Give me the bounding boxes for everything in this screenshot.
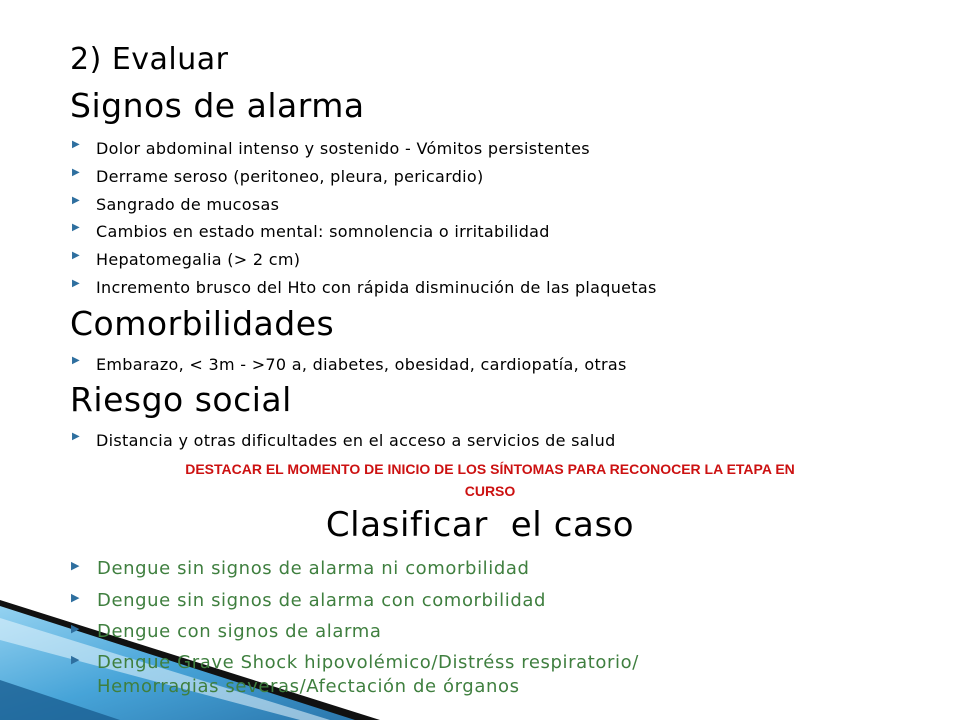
class-item-continuation: Hemorragias severas/Afectación de órganos [97,676,520,697]
triangle-right-icon: ▶ [71,591,81,604]
triangle-right-icon: ▶ [72,355,80,366]
alarm-item: ▶ Hepatomegalia (> 2 cm) [72,250,301,269]
triangle-right-icon: ▶ [72,250,80,261]
alarm-item: ▶ Sangrado de mucosas [72,195,280,214]
triangle-right-icon: ▶ [72,167,80,178]
social-item: ▶ Distancia y otras dificultades en el acceso a servicios de salud [72,431,616,450]
triangle-right-icon: ▶ [71,559,81,572]
triangle-right-icon: ▶ [72,278,80,289]
class-item: ▶ Dengue sin signos de alarma con comorbilidad [71,590,547,611]
classify-title: Clasificar el caso [325,505,635,545]
comorb-item: ▶ Embarazo, < 3m - >70 a, diabetes, obesidad, cardiopatía, otras [72,355,627,374]
highlight-note [90,458,890,502]
note-line: CURSO [464,483,516,499]
alarm-item: ▶ Derrame seroso (peritoneo, pleura, pericardio) [72,167,484,186]
alarm-heading: Signos de alarma [70,86,365,125]
class-item: ▶ Dengue Grave Shock hipovolémico/Distréss respiratorio/ [71,652,639,673]
class-item: ▶ Dengue sin signos de alarma ni comorbilidad [71,558,530,579]
triangle-right-icon: ▶ [71,622,81,635]
triangle-right-icon: ▶ [72,431,80,442]
section-title: 2) Evaluar [70,42,229,77]
alarm-item: ▶ Dolor abdominal intenso y sostenido - Vómitos persistentes [72,139,590,158]
triangle-right-icon: ▶ [72,139,80,150]
comorb-heading: Comorbilidades [70,304,335,343]
note-line: DESTACAR EL MOMENTO DE INICIO DE LOS SÍNTOMAS PARA RECONOCER LA ETAPA EN [185,461,795,477]
triangle-right-icon: ▶ [72,222,80,233]
triangle-right-icon: ▶ [72,195,80,206]
alarm-item: ▶ Cambios en estado mental: somnolencia o irritabilidad [72,222,550,241]
alarm-item: ▶ Incremento brusco del Hto con rápida disminución de las plaquetas [72,278,657,297]
triangle-right-icon: ▶ [71,653,81,666]
class-item: ▶ Dengue con signos de alarma [71,621,382,642]
social-heading: Riesgo social [70,380,292,419]
